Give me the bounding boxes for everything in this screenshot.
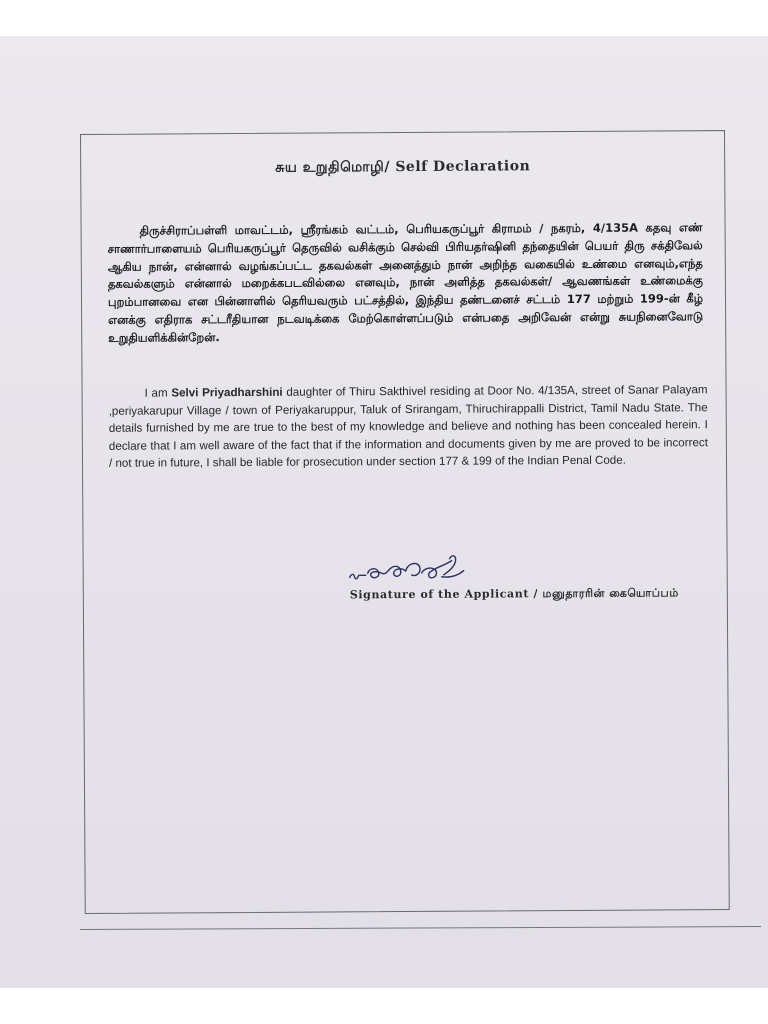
bottom-rule — [80, 926, 761, 930]
declaration-border — [80, 130, 730, 914]
scanned-page — [0, 36, 768, 988]
english-declaration-paragraph — [109, 381, 709, 472]
english-body: daughter of Thiru Sakthivel residing at Door No. 4/135A, street of Sanar Palayam ,periyakarupur Village / town of Periyakaruppur, Taluk of Srirangam, Thiruchirappalli District, Tamil Nadu State. The details furnished by me are true to the best of my knowledge and believe and nothing has been concealed herein. I declare that I am well aware of the fact that if the information and documents given by me are proved to be incorrect / not true in future, I shall be liable for prosecution under section 177 & 199 of the Indian Penal Code. — [108, 383, 708, 470]
document-title — [81, 157, 724, 179]
signature-caption: Signature of the Applicant / மனுதாரரின் கையொப்பம் — [349, 586, 679, 602]
applicant-name: Selvi Priyadharshini — [171, 385, 283, 400]
tamil-declaration-paragraph: திருச்சிராப்பள்ளி மாவட்டம், ஸ்ரீரங்கம் வட்டம், பெரியகருப்பூர் கிராமம் / நகரம், 4/135A கதவு எண் சாணார்பாளையம் பெரியகருப்பூர் தெருவில் வசிக்கும் செல்வி பிரியதர்ஷினி தந்தையின் பெயர் திரு சக்திவேல் ஆகிய நான், என்னால் வழங்கப்பட்ட தகவல்கள் அனைத்தும் நான் அறிந்த வகையில் உண்மை எனவும்,எந்த தகவல்களும் என்னால் மறைக்கபடவில்லை எனவும், நான் அளித்த தகவல்கள்/ ஆவணங்கள் உண்மைக்கு புறம்பானவை என பின்னாளில் தெரியவரும் பட்சத்தில், இந்திய தண்டனைச் சட்டம் 177 மற்றும் 199-ன் கீழ் எனக்கு எதிராக சட்டரீதியான நடவடிக்கை மேற்கொள்ளப்படும் என்பதை அறிவேன் என்று சுயநினைவோடு உறுதியளிக்கின்றேன். — [107, 220, 704, 345]
handwritten-signature — [346, 551, 476, 588]
title-english: Self Declaration — [395, 158, 531, 176]
title-tamil: சுய உறுதிமொழி/ — [275, 159, 390, 176]
english-intro: I am — [144, 386, 168, 400]
